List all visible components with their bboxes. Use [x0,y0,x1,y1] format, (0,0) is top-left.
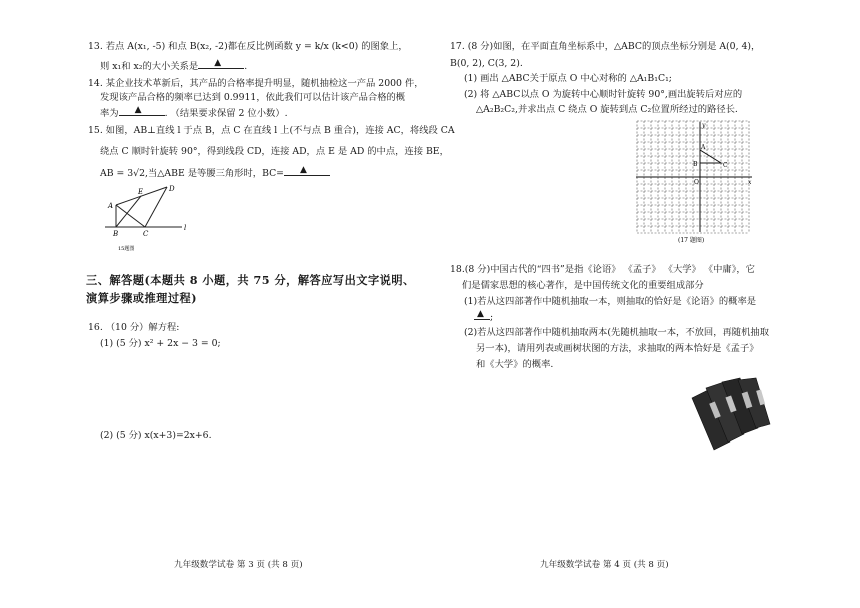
section-3-line2: 演算步骤或推理过程) [86,291,197,305]
q18-part2c: 和《大学》的概率. [476,359,554,370]
q13-line1: 13. 若点 A(x₁, -5) 和点 B(x₂, -2)都在反比例函数 y = k/x (k<0) 的图象上， [88,41,408,52]
page-footer-3: 九年级数学试卷 第 3 页 (共 8 页) [174,560,303,570]
right-page [430,0,860,608]
answer-triangle-icon: ▲ [477,309,484,319]
q18-part1b [474,310,493,324]
answer-triangle-icon: ▲ [214,58,222,68]
q18-line2: 们是儒家思想的核心著作，是中国传统文化的重要组成部分 [462,280,704,291]
q17-part2a: (2) 将 △ABC以点 O 为旋转中心顺时针旋转 90°,画出旋转后对应的 [464,89,743,100]
fig15-caption: 15题图 [118,246,135,252]
q18-part1a: (1)若从这四部著作中随机抽取一本，则抽取的恰好是《论语》的概率是 [464,296,757,307]
q13-line2 [100,59,247,73]
answer-triangle-icon: ▲ [134,105,142,115]
q18-part2b: 另一本)，请用列表或画树状图的方法，求抽取的两本恰好是《孟子》 [476,343,759,354]
fig17-label-c: C [723,162,728,169]
q17-part1: (1) 画出 △ABC关于原点 O 中心对称的 △A₁B₁C₁; [464,73,672,84]
q14-line1: 14. 某企业技术革新后，其产品的合格率提升明显，随机抽检这一产品 2000 件， [88,78,424,89]
q15-line3 [100,166,330,180]
section-3-line1: 三、解答题(本题共 8 小题，共 75 分，解答应写出文字说明、 [86,273,415,287]
answer-blank[interactable] [474,310,490,320]
q17-line1: 17. (8 分)如图，在平面直角坐标系中，△ABC的顶点坐标分别是 A(0, 4)， [450,41,761,52]
answer-blank[interactable] [284,166,330,176]
fig15-label-e: E [138,188,144,196]
page-footer-4: 九年级数学试卷 第 4 页 (共 8 页) [540,560,669,570]
q14-line3-text: 率为 [100,108,119,119]
fig17-label-y: y [702,122,706,129]
q13-line2-end: . [244,61,248,72]
figure-17-coordinate-grid [628,118,758,248]
q14-line3-end: . （结果要求保留 2 位小数）. [164,108,288,119]
q17-part2b: △A₂B₂C₂,并求出点 C 绕点 O 旋转到点 C₂位置所经过的路径长. [476,104,738,115]
answer-blank[interactable] [198,59,244,69]
q15-line2: 绕点 C 顺时针旋转 90°，得到线段 CD，连接 AD，点 E 是 AD 的中点，连接 BE， [100,146,449,157]
fig15-label-l: l [184,224,187,232]
q18-line1: 18.(8 分)中国古代的“四书”是指《论语》 《孟子》 《大学》 《中庸》，它 [450,264,755,275]
q15-line1: 15. 如图，AB⊥直线 l 于点 B，点 C 在直线 l 上(不与点 B 重合)，连接 AC，将线段 CA [88,125,455,136]
fig17-label-a: A [701,144,706,151]
fig15-label-c: C [143,230,149,238]
answer-blank[interactable] [119,106,165,116]
q16-title: 16. （10 分）解方程: [88,322,180,333]
fig17-label-b: B [693,161,698,168]
fig17-caption: (17 题图) [678,237,705,244]
q16-part2: (2) (5 分) x(x+3)=2x+6. [100,430,212,441]
q18-part2a: (2)若从这四部著作中随机抽取两本(先随机抽取一本，不放回，再随机抽取 [464,327,769,338]
q14-line2: 发现该产品合格的频率已达到 0.9911，依此我们可以估计该产品合格的概 [100,92,406,103]
fig15-label-a: A [108,202,114,210]
q15-line3-text: AB = 3√2,当△ABE 是等腰三角形时，BC= [100,168,284,179]
answer-triangle-icon: ▲ [299,165,307,175]
q18-part1-end: ; [490,312,494,323]
q16-part1: (1) (5 分) x² + 2x − 3 = 0; [100,338,221,349]
q13-line2-text: 则 x₁和 x₂的大小关系是 [100,61,199,72]
four-books-image [690,376,772,456]
figure-15 [100,183,190,255]
q14-line3 [100,106,288,120]
fig17-label-x: x [748,179,752,186]
fig15-label-b: B [113,230,119,238]
q17-line2: B(0, 2), C(3, 2). [450,58,523,69]
fig15-label-d: D [169,185,175,193]
fig17-label-o: O [694,179,699,186]
